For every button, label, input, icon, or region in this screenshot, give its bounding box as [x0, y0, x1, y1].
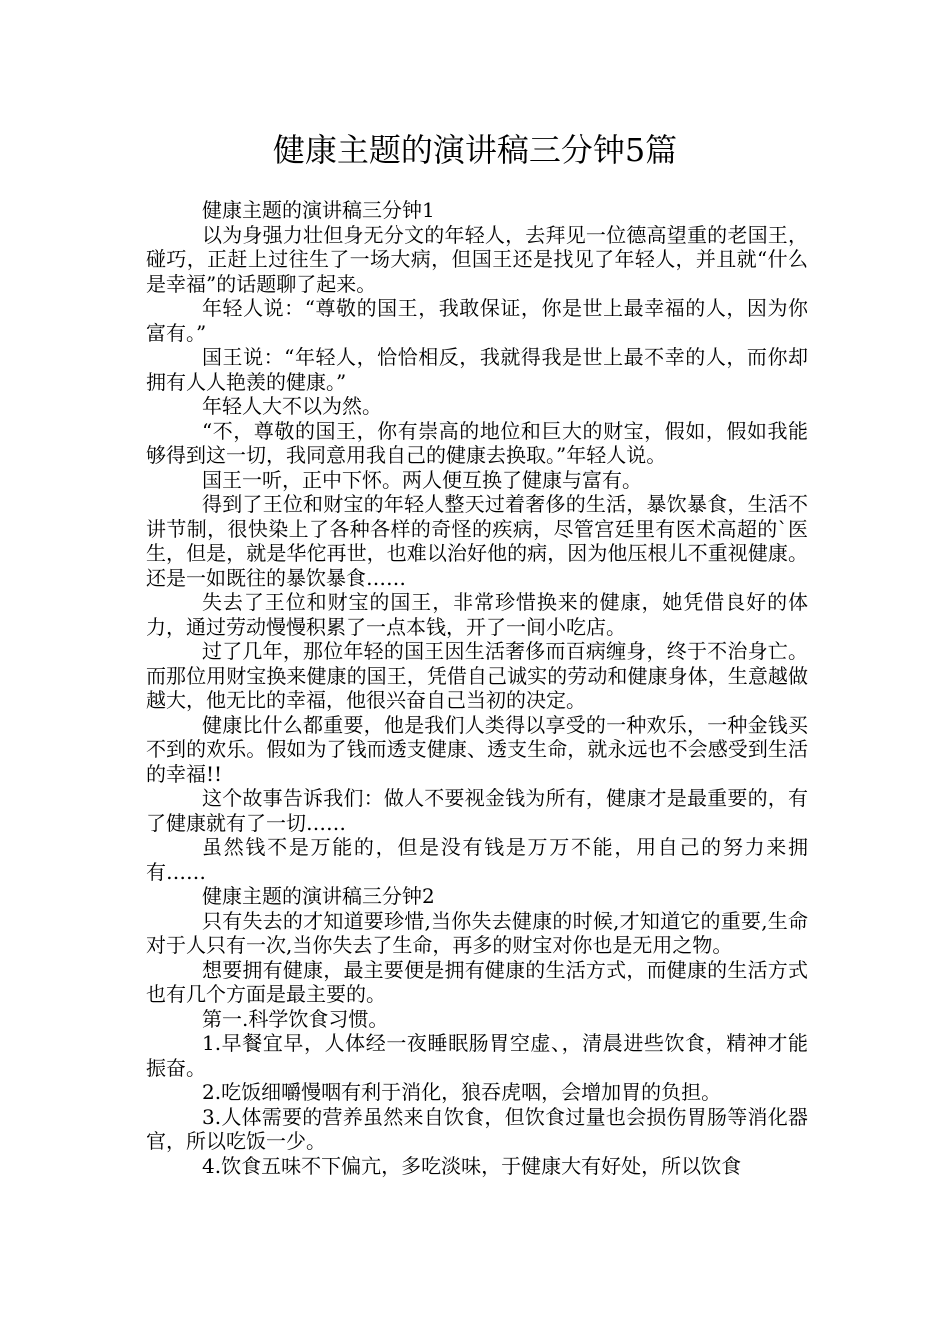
paragraph: 年轻人说：“尊敬的国王，我敢保证，你是世上最幸福的人，因为你富有。” [146, 296, 808, 345]
paragraph: 以为身强力壮但身无分文的年轻人，去拜见一位德高望重的老国王，碰巧，正赶上过往生了一场大病，但国王还是找见了年轻人，并且就“什么是幸福”的话题聊了起来。 [146, 222, 808, 296]
document-title: 健康主题的演讲稿三分钟5篇 [272, 131, 678, 169]
list-item: 2.吃饭细嚼慢咽有利于消化，狼吞虎咽，会增加胃的负担。 [202, 1080, 722, 1104]
paragraph: 这个故事告诉我们：做人不要视金钱为所有，健康才是最重要的，有了健康就有了一切…… [146, 786, 808, 835]
paragraph: 只有失去的才知道要珍惜,当你失去健康的时候,才知道它的重要,生命对于人只有一次,当你失去了生命，再多的财宝对你也是无用之物。 [146, 908, 808, 957]
section-heading-1: 健康主题的演讲稿三分钟1 [202, 198, 435, 222]
list-item: 1.早餐宜早，人体经一夜睡眠肠胃空虚、，清晨进些饮食，精神才能振奋。 [146, 1031, 808, 1080]
section-heading-2: 健康主题的演讲稿三分钟2 [202, 884, 435, 908]
list-item: 3.人体需要的营养虽然来自饮食，但饮食过量也会损伤胃肠等消化器官，所以吃饭一少。 [146, 1104, 808, 1153]
paragraph: 虽然钱不是万能的，但是没有钱是万万不能，用自己的努力来拥有…… [146, 835, 808, 884]
paragraph: “不，尊敬的国王，你有崇高的地位和巨大的财宝，假如，假如我能够得到这一切，我同意用我自己的健康去换取。”年轻人说。 [146, 418, 808, 467]
list-heading: 第一.科学饮食习惯。 [202, 1006, 389, 1031]
paragraph: 得到了王位和财宝的年轻人整天过着奢侈的生活，暴饮暴食，生活不讲节制，很快染上了各种各样的奇怪的疾病，尽管宫廷里有医术高超的`医生，但是，就是华佗再世，也难以治好他的病，因为他压根儿不重视健康。还是一如既往的暴饮暴食…… [146, 492, 808, 590]
document-body [146, 198, 808, 1178]
paragraph: 想要拥有健康，最主要便是拥有健康的生活方式，而健康的生活方式也有几个方面是最主要的。 [146, 957, 808, 1006]
paragraph: 过了几年，那位年轻的国王因生活奢侈而百病缠身，终于不治身亡。而那位用财宝换来健康的国王，凭借自己诚实的劳动和健康身体，生意越做越大，他无比的幸福，他很兴奋自己当初的决定。 [146, 639, 808, 712]
paragraph: 年轻人大不以为然。 [202, 394, 382, 418]
paragraph: 国王说：“年轻人，恰恰相反，我就得我是世上最不幸的人，而你却拥有人人艳羡的健康。” [146, 345, 808, 394]
paragraph: 健康比什么都重要，他是我们人类得以享受的一种欢乐，一种金钱买不到的欢乐。假如为了钱而透支健康、透支生命，就永远也不会感受到生活的幸福!! [146, 712, 808, 786]
list-item: 4.饮食五味不下偏亢，多吃淡味，于健康大有好处，所以饮食 [202, 1153, 742, 1178]
paragraph: 失去了王位和财宝的国王，非常珍惜换来的健康，她凭借良好的体力，通过劳动慢慢积累了一点本钱，开了一间小吃店。 [146, 590, 808, 639]
paragraph: 国王一听，正中下怀。两人便互换了健康与富有。 [202, 467, 642, 492]
